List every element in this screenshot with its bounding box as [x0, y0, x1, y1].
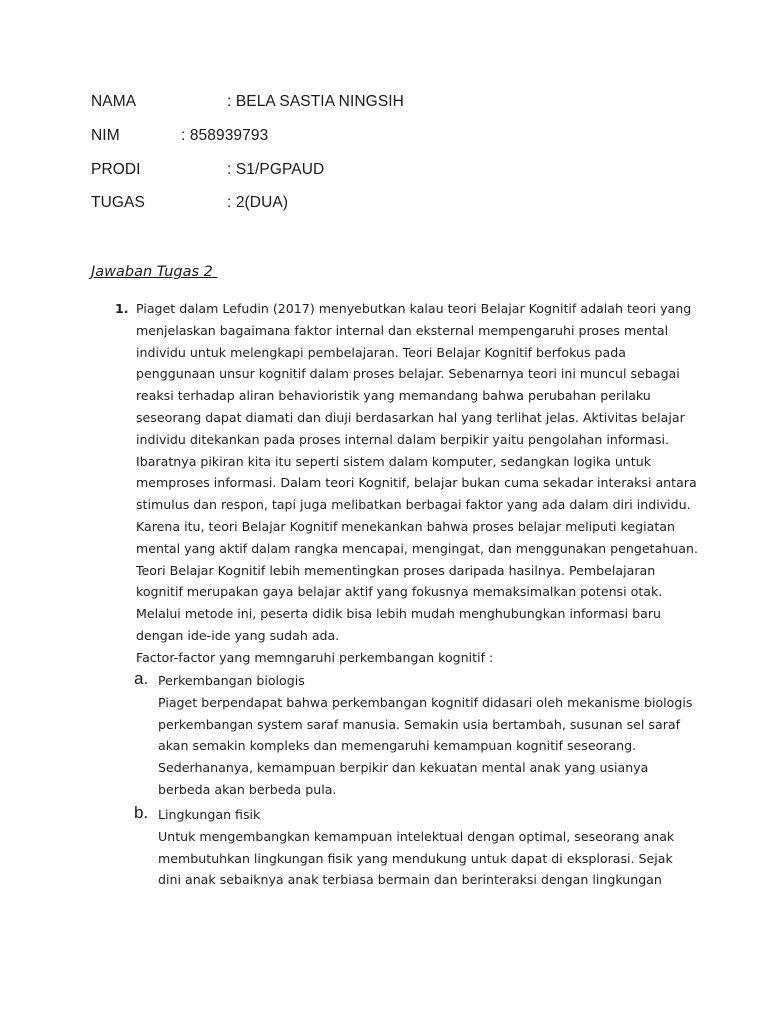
- nama-value: : BELA SASTIA NINGSIH: [227, 93, 404, 110]
- tugas-value: : 2(DUA): [227, 194, 289, 211]
- section-title: Jawaban Tugas 2: [91, 264, 218, 280]
- factors-intro-line: Factor-factor yang memngaruhi perkembangan kognitif :: [136, 649, 494, 665]
- nim-value: : 858939793: [181, 127, 269, 144]
- paragraph-line: kognitif merupakan gaya belajar aktif yang fokusnya memaksimalkan potensi otak.: [136, 584, 663, 600]
- sub-item-line: akan semakin kompleks dan memengaruhi kemampuan kognitif seseorang.: [158, 738, 637, 754]
- paragraph-line: Piaget dalam Lefudin (2017) menyebutkan kalau teori Belajar Kognitif adalah teori yang: [136, 301, 692, 316]
- list-number: 1.: [115, 301, 129, 316]
- prodi-label: PRODI: [91, 161, 141, 178]
- paragraph-line: individu ditekankan pada proses internal dalam berpikir yaitu pengolahan informasi.: [136, 431, 669, 447]
- paragraph-line: Melalui metode ini, peserta didik bisa lebih mudah menghubungkan informasi baru: [136, 606, 661, 622]
- sub-item-line: dini anak sebaiknya anak terbiasa bermain dan berinteraksi dengan lingkungan: [158, 872, 662, 888]
- sub-item-b-marker: b.: [134, 803, 149, 822]
- paragraph-line: mental yang aktif dalam rangka mencapai, mengingat, dan menggunakan pengetahuan.: [136, 540, 698, 556]
- prodi-value: : S1/PGPAUD: [227, 161, 325, 178]
- paragraph-line: menjelaskan bagaimana faktor internal dan eksternal mempengaruhi proses mental: [136, 322, 669, 338]
- sub-item-line: Untuk mengembangkan kemampuan intelektual dengan optimal, seseorang anak: [158, 828, 675, 844]
- sub-item-b-title: Lingkungan fisik: [158, 807, 261, 822]
- paragraph-line: stimulus dan respon, tapi juga melibatkan berbagai faktor yang ada dalam diri individu.: [136, 497, 691, 513]
- paragraph-line: Ibaratnya pikiran kita itu seperti sistem dalam komputer, sedangkan logika untuk: [136, 453, 651, 469]
- paragraph-line: memproses informasi. Dalam teori Kognitif, belajar bukan cuma sekadar interaksi antara: [136, 475, 697, 491]
- sub-item-line: membutuhkan lingkungan fisik yang mendukung untuk dapat di eksplorasi. Sejak: [158, 850, 673, 866]
- sub-item-a: [158, 670, 693, 801]
- paragraph-line: Karena itu, teori Belajar Kognitif menekankan bahwa proses belajar meliputi kegiatan: [136, 518, 675, 534]
- paragraph-line: individu untuk melengkapi pembelajaran. Teori Belajar Kognitif berfokus pada: [136, 344, 626, 360]
- paragraph-line: seseorang dapat diamati dan diuji berdasarkan hal yang terlihat jelas. Aktivitas belajar: [136, 409, 685, 425]
- sub-item-a-title: Perkembangan biologis: [158, 673, 305, 688]
- nama-label: NAMA: [91, 93, 137, 110]
- sub-item-line: perkembangan system saraf manusia. Semakin usia bertambah, susunan sel saraf: [158, 716, 681, 732]
- sub-item-line: berbeda akan berbeda pula.: [158, 781, 337, 797]
- nim-label: NIM: [91, 127, 120, 144]
- sub-item-line: Sederhananya, kemampuan berpikir dan kekuatan mental anak yang usianya: [158, 760, 649, 776]
- paragraph-line: reaksi terhadap aliran behavioristik yang memandang bahwa perubahan perilaku: [136, 388, 651, 404]
- answer-paragraph: [136, 298, 698, 669]
- paragraph-line: Teori Belajar Kognitif lebih mementingkan proses daripada hasilnya. Pembelajaran: [136, 562, 656, 578]
- sub-item-b: [158, 804, 688, 891]
- paragraph-line: penggunaan unsur kognitif dalam proses belajar. Sebenarnya teori ini muncul sebagai: [136, 366, 680, 382]
- sub-item-line: Piaget berpendapat bahwa perkembangan kognitif didasari oleh mekanisme biologis: [158, 694, 693, 710]
- sub-item-a-marker: a.: [134, 669, 149, 688]
- tugas-label: TUGAS: [91, 194, 145, 211]
- paragraph-line: dengan ide-ide yang sudah ada.: [136, 627, 340, 643]
